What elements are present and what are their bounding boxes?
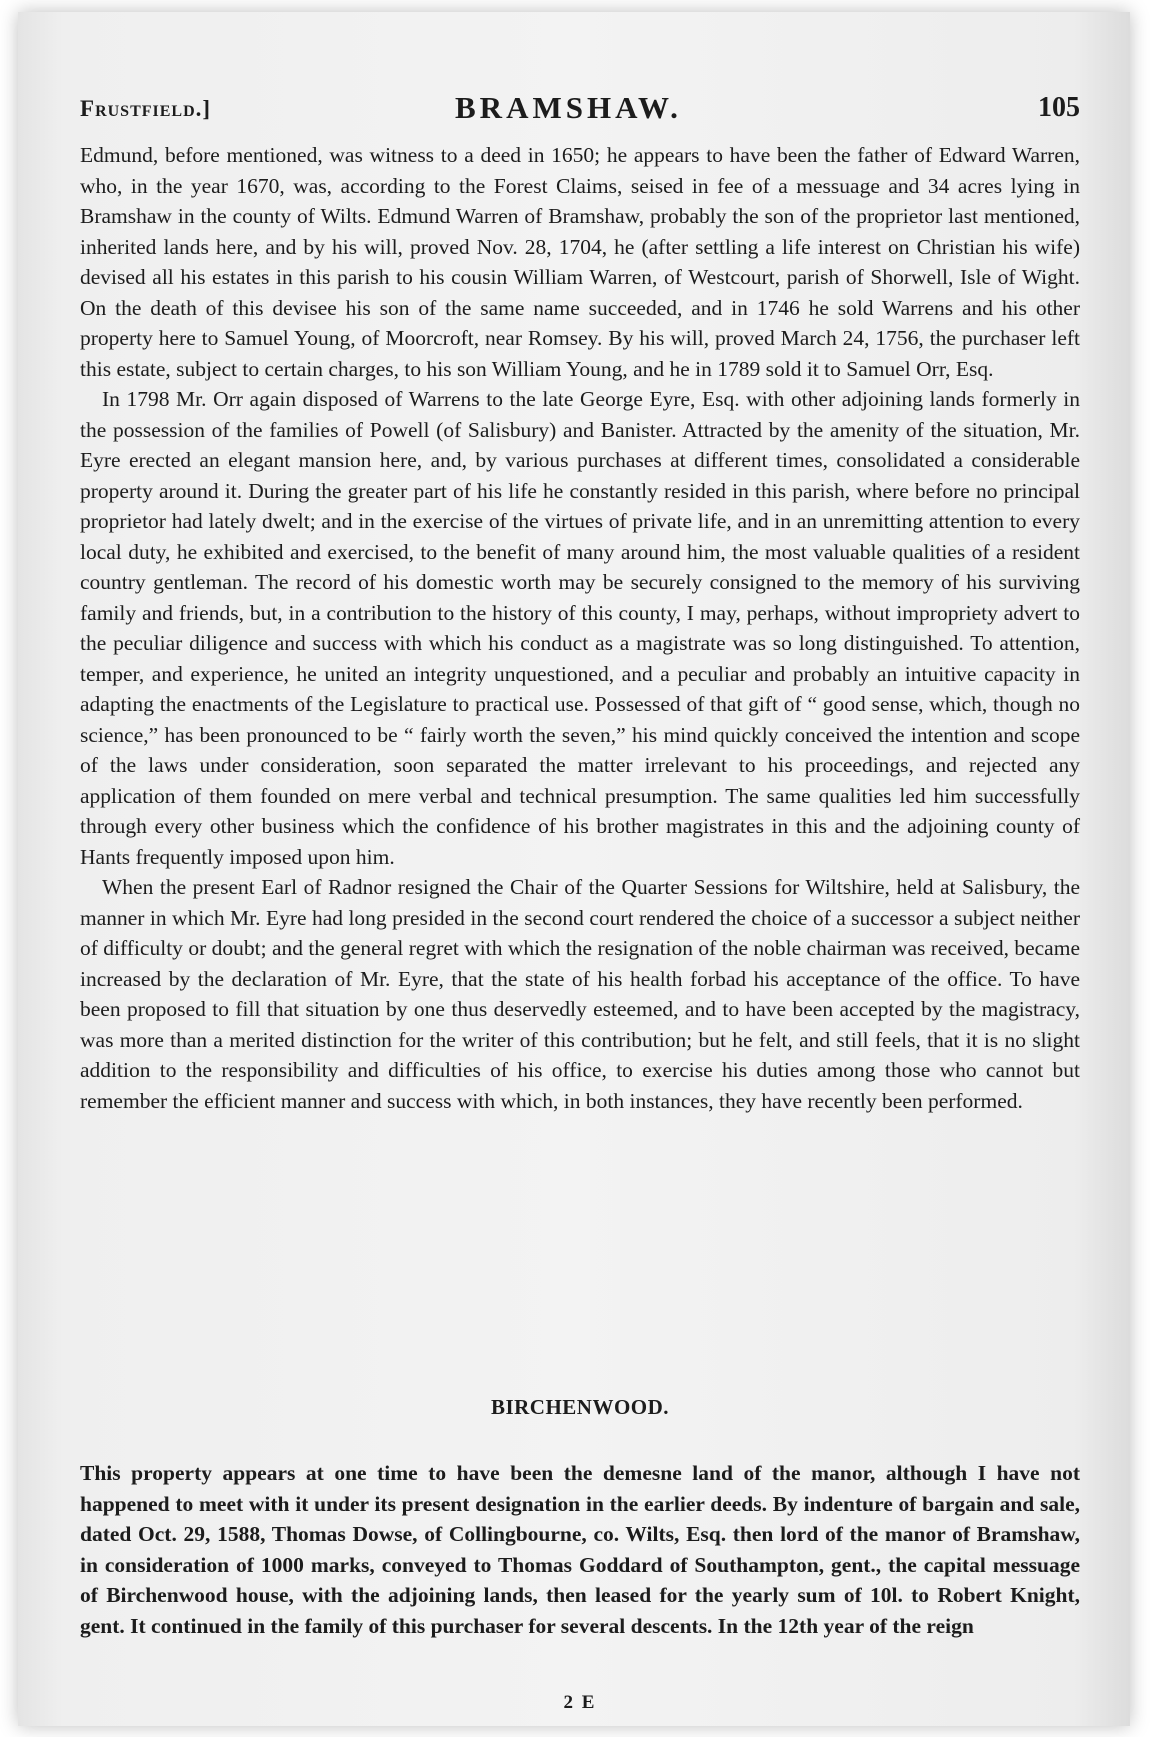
paragraph-warren-family: Edmund, before mentioned, was witness to a deed in 1650; he appears to have been the father of Edward Warren, who, in the year 1670, was, according to the Forest Claims, seised in fee of a messuage and 34 acres lying in Bramshaw in the county of Wilts. Edmund Warren of Bramshaw, probably the son of the proprietor last mentioned, inherited lands here, and by his will, proved Nov. 28, 1704, he (after settling a life interest on Christian his wife) devised all his estates in this parish to his cousin William Warren, of Westcourt, parish of Shorwell, Isle of Wight. On the death of this devisee his son of the same name succeeded, and in 1746 he sold Warrens and his other property here to Samuel Young, of Moorcroft, near Romsey. By his will, proved March 24, 1756, the purchaser left this estate, subject to certain charges, to his son William Young, and he in 1789 sold it to Samuel Orr, Esq.	[80, 143, 1080, 381]
header-hundred-initial: F	[80, 96, 96, 121]
book-page	[18, 12, 1130, 1726]
page-number: 105	[1038, 92, 1080, 123]
paragraph-quarter-sessions: When the present Earl of Radnor resigned the Chair of the Quarter Sessions for Wiltshire, held at Salisbury, the manner in which Mr. Eyre had long presided in the second court rendered the choice of a successor a subject neither of difficulty or doubt; and the general regret with which the resignation of the noble chairman was received, became increased by the declaration of Mr. Eyre, that the state of his health forbad his acceptance of the office. To have been proposed to fill that situation by one thus deservedly esteemed, and to have been accepted by the magistracy, was more than a merited distinction for the writer of this contribution; but he felt, and still feels, that it is no slight addition to the responsibility and difficulties of his office, to exercise his duties among those who cannot but remember the efficient manner and success with which, in both instances, they have recently been performed.	[80, 875, 1080, 1113]
signature-mark: 2 E	[563, 1692, 597, 1713]
header-parish-title: BRAMSHAW.	[455, 90, 682, 125]
header-bracket: ]	[202, 96, 212, 121]
section-heading: BIRCHENWOOD.	[490, 1395, 670, 1419]
running-header	[80, 76, 1080, 136]
paragraph-eyre: In 1798 Mr. Orr again disposed of Warrens to the late George Eyre, Esq. with other adjoining lands formerly in the possession of the families of Powell (of Salisbury) and Banister. Attracted by the amenity of the situation, Mr. Eyre erected an elegant mansion here, and, by various purchases at different times, consolidated a considerable property around it. During the greater part of his life he constantly resided in this parish, where before no principal proprietor had lately dwelt; and in the exercise of the virtues of private life, and in an unremitting attention to every local duty, he exhibited and exercised, to the benefit of many around him, the most valuable qualities of a resident country gentleman. The record of his domestic worth may be securely consigned to the memory of his surviving family and friends, but, in a contribution to the history of this county, I may, perhaps, without impropriety advert to the peculiar diligence and success with which his conduct as a magistrate was so long distinguished. To attention, temper, and experience, he united an integrity unquestioned, and a peculiar and probably an intuitive capacity in adapting the enactments of the Legislature to practical use. Possessed of that gift of “ good sense, which, though no science,” has been pronounced to be “ fairly worth the seven,” his mind quickly conceived the intention and scope of the laws under consideration, soon separated the matter irrelevant to his proceedings, and rejected any application of them founded on mere verbal and technical presumption. The same qualities led him successfully through every other business which the confidence of his brother magistrates in this and the adjoining county of Hants frequently imposed upon him.	[80, 387, 1080, 869]
paragraph-birchenwood: This property appears at one time to have been the demesne land of the manor, although I have not happened to meet with it under its present designation in the earlier deeds. By indenture of bargain and sale, dated Oct. 29, 1588, Thomas Dowse, of Collingbourne, co. Wilts, Esq. then lord of the manor of Bramshaw, in consideration of 1000 marks, conveyed to Thomas Goddard of Southampton, gent., the capital messuage of Birchenwood house, with the adjoining lands, then leased for the yearly sum of 10l. to Robert Knight, gent. It continued in the family of this purchaser for several descents. In the 12th year of the reign	[80, 1461, 1080, 1638]
section-text	[80, 1458, 1080, 1641]
main-text	[80, 140, 1080, 1116]
header-hundred-name	[80, 96, 211, 122]
header-hundred-rest: rustfield.	[95, 96, 203, 121]
